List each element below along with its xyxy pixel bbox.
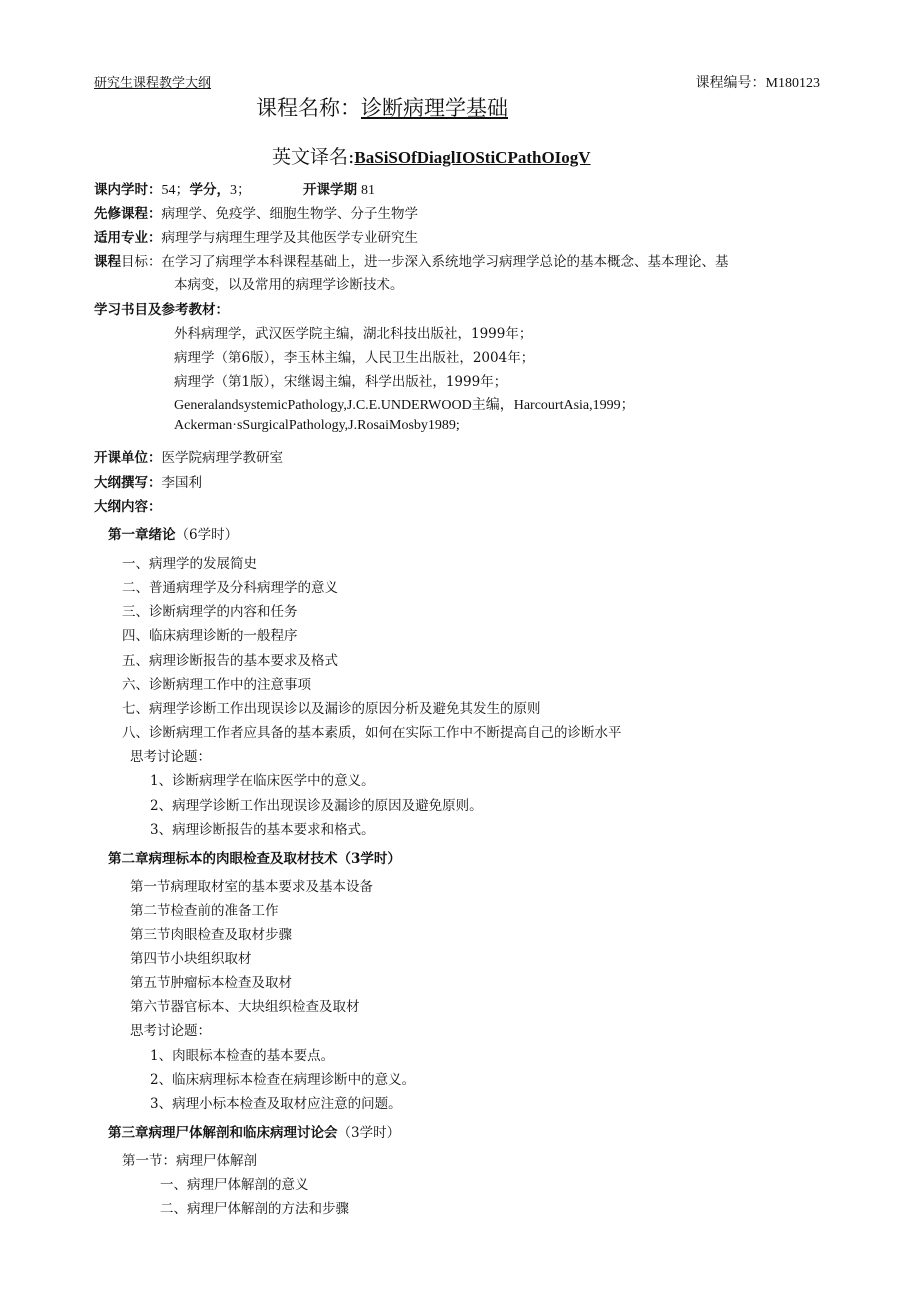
- book-item: 病理学（第6版），李玉林主编，人民卫生出版社，2004年；: [174, 350, 535, 366]
- chapter2-item: 第六节器官标本、大块组织检查及取材: [130, 999, 360, 1015]
- english-name-value: BaSiSOfDiaglIOStiCPathOIogV: [354, 148, 591, 167]
- author-value: 李国利: [161, 475, 202, 491]
- book-item: 外科病理学，武汉医学院主编，湖北科技出版社，1999年；: [174, 326, 533, 342]
- books-label: 学习书目及参考教材：: [94, 302, 229, 318]
- chapter1-item: 一、病理学的发展简史: [122, 556, 257, 572]
- chapter2-discuss-item: 2、临床病理标本检查在病理诊断中的意义。: [150, 1072, 416, 1088]
- chapter1-hours: （6学时）: [175, 527, 239, 543]
- goal-line-1: [94, 250, 729, 270]
- chapter2-item: 第二节检查前的准备工作: [130, 903, 279, 919]
- chapter1-title: 第一章绪论: [108, 527, 176, 543]
- major-line: [94, 226, 418, 246]
- author-line: [94, 471, 202, 491]
- chapter1-discuss-item: 2、病理学诊断工作出现误诊及漏诊的原因及避免原则。: [150, 798, 483, 814]
- chapter1-item: 八、诊断病理工作者应具备的基本素质，如何在实际工作中不断提高自己的诊断水平: [122, 725, 622, 741]
- chapter3-title: 第三章病理尸体解剖和临床病理讨论会: [108, 1125, 338, 1141]
- chapter1-discuss-label: 思考讨论题：: [130, 749, 211, 765]
- course-code: 课程编号：M180123: [695, 76, 820, 91]
- chapter3-hours: （3学时）: [337, 1125, 401, 1141]
- chapter2-item: 第三节肉眼检查及取材步骤: [130, 927, 292, 943]
- content-label: 大纲内容：: [94, 499, 162, 515]
- goal-text-2: 本病变，以及常用的病理学诊断技术。: [174, 277, 404, 293]
- chapter2-discuss-item: 1、肉眼标本检查的基本要点。: [150, 1048, 335, 1064]
- chapter2-discuss-item: 3、病理小标本检查及取材应注意的问题。: [150, 1096, 402, 1112]
- major-value: 病理学与病理生理学及其他医学专业研究生: [161, 230, 418, 246]
- chapter1-item: 三、诊断病理学的内容和任务: [122, 604, 298, 620]
- prereq-label: 先修课程：: [94, 206, 162, 222]
- chapter1-item: 二、普通病理学及分科病理学的意义: [122, 580, 338, 596]
- chapter1-discuss-item: 1、诊断病理学在临床医学中的意义。: [150, 773, 375, 789]
- credit-label: 学分，: [189, 182, 230, 198]
- prereq-line: [94, 202, 418, 222]
- chapter2-discuss-label: 思考讨论题：: [130, 1023, 211, 1039]
- course-name-value: 诊断病理学基础: [361, 96, 508, 120]
- header-left: 研究生课程教学大纲: [94, 76, 212, 91]
- chapter2-item: 第四节小块组织取材: [130, 951, 252, 967]
- unit-value: 医学院病理学教研室: [161, 450, 283, 466]
- hours-line: [94, 178, 375, 199]
- term-value: 81: [361, 183, 375, 198]
- author-label: 大纲撰写：: [94, 475, 162, 491]
- english-name-label: 英文译名:: [272, 146, 355, 168]
- book-item: Ackerman·sSurgicalPathology,J.RosaiMosby1989;: [174, 418, 460, 433]
- major-label: 适用专业：: [94, 230, 162, 246]
- chapter3-heading: [108, 1121, 400, 1141]
- chapter3-section1: 第一节：病理尸体解剖: [122, 1153, 257, 1169]
- goal-label-2: 目标：: [121, 254, 162, 270]
- course-name-label: 课程名称：: [256, 96, 361, 120]
- unit-label: 开课单位：: [94, 450, 162, 466]
- chapter3-item: 二、病理尸体解剖的方法和步骤: [160, 1201, 349, 1217]
- book-item: 病理学（第1版），宋继谒主编，科学出版社，1999年；: [174, 374, 508, 390]
- hours-value: 54；: [161, 183, 190, 198]
- chapter1-item: 六、诊断病理工作中的注意事项: [122, 677, 311, 693]
- chapter1-discuss-item: 3、病理诊断报告的基本要求和格式。: [150, 822, 375, 838]
- goal-text-1: 在学习了病理学本科课程基础上，进一步深入系统地学习病理学总论的基本概念、基本理论、基: [161, 254, 729, 270]
- chapter1-item: 七、病理学诊断工作出现误诊以及漏诊的原因分析及避免其发生的原则: [122, 701, 541, 717]
- chapter2-item: 第五节肿瘤标本检查及取材: [130, 975, 292, 991]
- chapter2-title: 第二章病理标本的肉眼检查及取材技术（3学时）: [108, 851, 401, 867]
- chapter1-item: 五、病理诊断报告的基本要求及格式: [122, 653, 338, 669]
- chapter1-heading: [108, 523, 238, 543]
- term-label: 开课学期: [303, 182, 357, 198]
- prereq-value: 病理学、免疫学、细胞生物学、分子生物学: [161, 206, 418, 222]
- credit-value: 3；: [230, 183, 251, 198]
- chapter2-item: 第一节病理取材室的基本要求及基本设备: [130, 879, 373, 895]
- hours-label: 课内学时：: [94, 182, 162, 198]
- goal-label: 课程: [94, 254, 121, 270]
- english-name-line: [272, 142, 591, 169]
- course-name-line: [256, 92, 508, 122]
- chapter3-item: 一、病理尸体解剖的意义: [160, 1177, 309, 1193]
- unit-line: [94, 446, 283, 466]
- chapter1-item: 四、临床病理诊断的一般程序: [122, 628, 298, 644]
- book-item: GeneralandsystemicPathology,J.C.E.UNDERWOOD主编，HarcourtAsia,1999；: [174, 398, 635, 413]
